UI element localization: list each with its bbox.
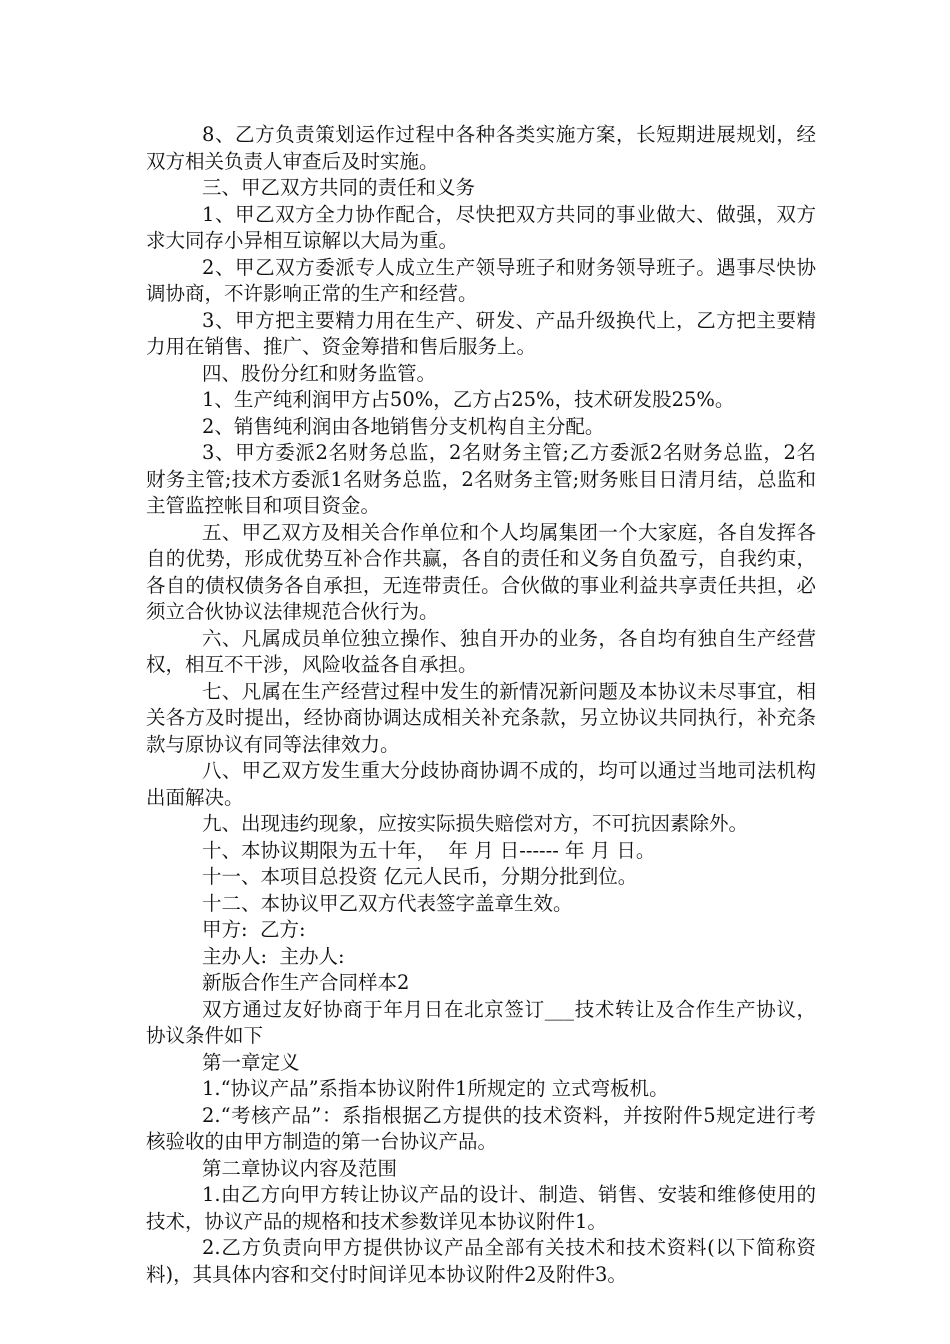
paragraph: 十、本协议期限为五十年， 年 月 日------ 年 月 日。 bbox=[202, 838, 656, 862]
paragraph: 8、乙方负责策划运作过程中各种各类实施方案，长短期进展规划，经双方相关负责人审查后及时实施。 bbox=[146, 123, 816, 173]
paragraph: 五、甲乙双方及相关合作单位和个人均属集团一个大家庭，各自发挥各自的优势，形成优势互补合作共赢，各自的责任和义务自负盈亏，自我约束，各自的债权债务各自承担，无连带责任。合伙做的事业利益共享责任共担，必须立合伙协议法律规范合伙行为。 bbox=[146, 520, 816, 623]
signature-organizer-line: 主办人: 主办人: bbox=[202, 944, 345, 968]
paragraph: 双方通过友好协商于年月日在北京签订___技术转让及合作生产协议，协议条件如下 bbox=[146, 997, 816, 1047]
paragraph: 八、甲乙双方发生重大分歧协商协调不成的，均可以通过当地司法机构出面解决。 bbox=[146, 759, 816, 809]
paragraph: 六、凡属成员单位独立操作、独自开办的业务，各自均有独自生产经营权，相互不干涉，风险收益各自承担。 bbox=[146, 626, 816, 676]
paragraph: 1、生产纯利润甲方占50%，乙方占25%，技术研发股25%。 bbox=[202, 388, 735, 411]
document-subtitle: 新版合作生产合同样本2 bbox=[202, 971, 410, 994]
paragraph: 3、甲方把主要精力用在生产、研发、产品升级换代上，乙方把主要精力用在销售、推广、资金筹措和售后服务上。 bbox=[146, 308, 816, 358]
paragraph: 十二、本协议甲乙双方代表签字盖章生效。 bbox=[202, 891, 573, 915]
chapter-heading: 第二章协议内容及范围 bbox=[202, 1156, 398, 1180]
paragraph: 2、销售纯利润由各地销售分支机构自主分配。 bbox=[202, 414, 605, 438]
paragraph: 九、出现违约现象，应按实际损失赔偿对方，不可抗因素除外。 bbox=[202, 812, 749, 835]
section-heading: 四、股份分红和财务监管。 bbox=[202, 361, 437, 385]
paragraph: 七、凡属在生产经营过程中发生的新情况新问题及本协议未尽事宜，相关各方及时提出，经协商协调达成相关补充条款，另立协议共同执行，补充条款与原协议有同等法律效力。 bbox=[146, 679, 816, 756]
paragraph: 十一、本项目总投资 亿元人民币，分期分批到位。 bbox=[202, 865, 638, 888]
paragraph: 2.“考核产品”：系指根据乙方提供的技术资料，并按附件5规定进行考核验收的由甲方制造的第一台协议产品。 bbox=[146, 1103, 816, 1153]
document-page bbox=[146, 122, 816, 1288]
paragraph: 1、甲乙双方全力协作配合，尽快把双方共同的事业做大、做强，双方求大同存小异相互谅解以大局为重。 bbox=[146, 202, 816, 252]
chapter-heading: 第一章定义 bbox=[202, 1050, 300, 1074]
paragraph: 1.由乙方向甲方转让协议产品的设计、制造、销售、安装和维修使用的技术，协议产品的规格和技术参数详见本协议附件1。 bbox=[146, 1183, 816, 1233]
paragraph: 3、甲方委派2名财务总监，2名财务主管;乙方委派2名财务总监，2名财务主管;技术方委派1名财务总监，2名财务主管;财务账目日清月结，总监和主管监控帐目和项目资金。 bbox=[146, 441, 816, 517]
paragraph: 2.乙方负责向甲方提供协议产品全部有关技术和技术资料(以下简称资料)，其具体内容和交付时间详见本协议附件2及附件3。 bbox=[146, 1236, 816, 1286]
paragraph: 2、甲乙双方委派专人成立生产领导班子和财务领导班子。遇事尽快协调协商，不许影响正常的生产和经营。 bbox=[146, 255, 816, 305]
section-heading: 三、甲乙双方共同的责任和义务 bbox=[202, 176, 476, 199]
paragraph: 1.“协议产品”系指本协议附件1所规定的 立式弯板机。 bbox=[202, 1077, 669, 1100]
signature-party-line: 甲方: 乙方: bbox=[202, 918, 306, 941]
